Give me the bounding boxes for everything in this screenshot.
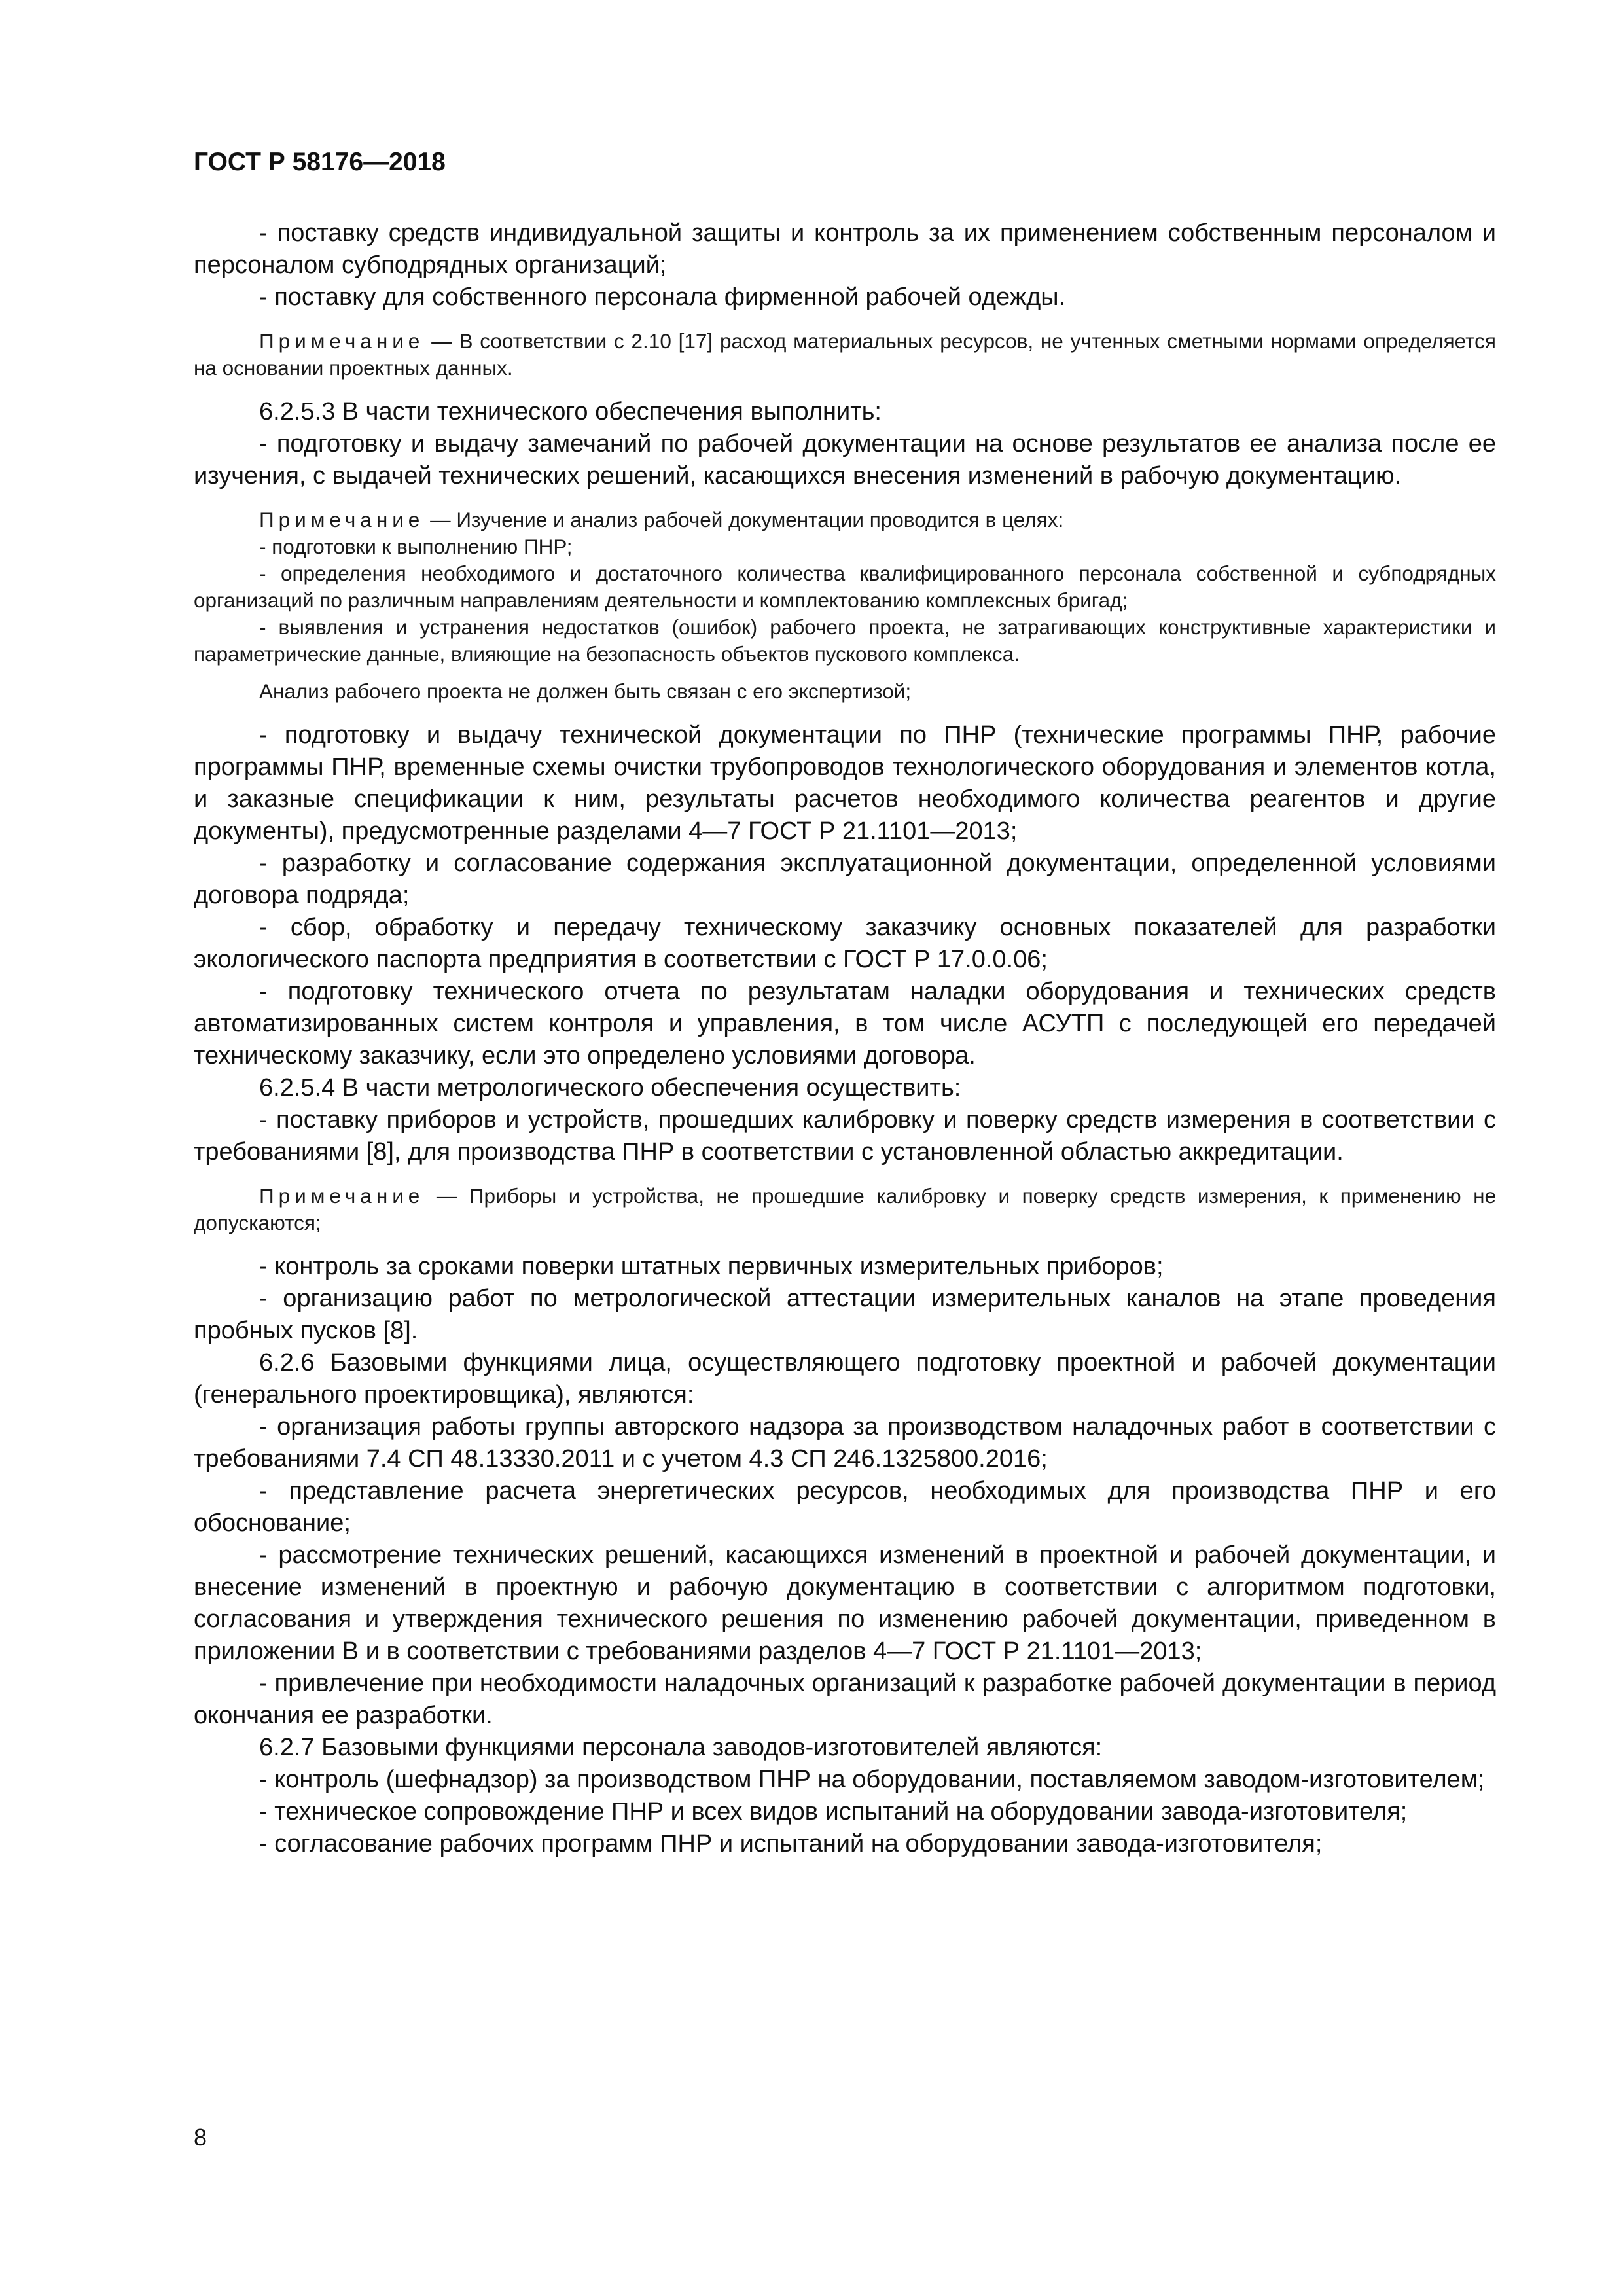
list-item: - представление расчета энергетических ресурсов, необходимых для производства ПНР и его обоснование; bbox=[194, 1477, 1496, 1537]
list-item: - согласование рабочих программ ПНР и испытаний на оборудовании завода-изготовителя; bbox=[259, 1830, 1323, 1857]
document-header: ГОСТ Р 58176—2018 bbox=[194, 148, 446, 176]
list-item: - разработку и согласование содержания эксплуатационной документации, определенной условиями договора подряда; bbox=[194, 850, 1496, 909]
list-item: - подготовку и выдачу замечаний по рабочей документации на основе результатов ее анализа после ее изучения, с выдачей технических решений, касающихся внесения изменений в рабочую документацию. bbox=[194, 430, 1496, 490]
note-item: - определения необходимого и достаточного количества квалифицированного персонала собственной и субподрядных организаций по различным направлениям деятельности и комплектованию комплексных бригад; bbox=[194, 562, 1496, 612]
note-item: - подготовки к выполнению ПНР; bbox=[259, 535, 573, 558]
note-text: — Изучение и анализ рабочей документации проводится в целях: bbox=[424, 508, 1064, 531]
list-item: - привлечение при необходимости наладочных организаций к разработке рабочей документации в период окончания ее разработки. bbox=[194, 1670, 1496, 1729]
note-item: Анализ рабочего проекта не должен быть связан с его экспертизой; bbox=[259, 679, 912, 703]
list-item: - сбор, обработку и передачу техническому заказчику основных показателей для разработки экологического паспорта предприятия в соответствии с ГОСТ Р 17.0.0.06; bbox=[194, 914, 1496, 973]
section-clause: 6.2.5.4 В части метрологического обеспечения осуществить: bbox=[259, 1074, 961, 1102]
list-item: - подготовку и выдачу технической документации по ПНР (технические программы ПНР, рабочие программы ПНР, временные схемы очистки трубопроводов технологического оборудования и элементов котла, и заказные спецификации к ним, результаты расчетов необходимого количества реагентов и другие документы), предусмотренные разделами 4—7 ГОСТ Р 21.1101—2013; bbox=[194, 721, 1496, 845]
note-label: Примечание bbox=[259, 329, 425, 353]
list-item: - поставку приборов и устройств, прошедших калибровку и поверку средств измерения в соответствии с требованиями [8], для производства ПНР в соответствии с установленной областью аккредитации. bbox=[194, 1106, 1496, 1166]
note bbox=[194, 507, 1496, 533]
list-item: - подготовку технического отчета по результатам наладки оборудования и технических средств автоматизированных систем контроля и управления, в том числе АСУТП с последующей его передачей техническому заказчику, если это определено условиями договора. bbox=[194, 978, 1496, 1069]
document-body bbox=[194, 217, 1496, 1860]
note-text: — В соответствии с 2.10 [17] расход материальных ресурсов, не учтенных сметными нормами определяется на основании проектных данных. bbox=[194, 329, 1496, 380]
list-item: - поставку средств индивидуальной защиты и контроль за их применением собственным персоналом и персоналом субподрядных организаций; bbox=[194, 219, 1496, 279]
note bbox=[194, 1183, 1496, 1236]
section-clause: 6.2.5.3 В части технического обеспечения выполнить: bbox=[259, 398, 882, 425]
list-item: - поставку для собственного персонала фирменной рабочей одежды. bbox=[259, 283, 1066, 311]
note-label: Примечание bbox=[259, 1184, 425, 1208]
section-clause: 6.2.7 Базовыми функциями персонала заводов-изготовителей являются: bbox=[259, 1734, 1103, 1761]
list-item: - рассмотрение технических решений, касающихся изменений в проектной и рабочей документации, и внесение изменений в проектную и рабочую документацию в соответствии с алгоритмом подготовки, согласования и утверждения технического решения по изменению рабочей документации, приведенном в приложении В и в соответствии с требованиями разделов 4—7 ГОСТ Р 21.1101—2013; bbox=[194, 1541, 1496, 1665]
list-item: - организацию работ по метрологической аттестации измерительных каналов на этапе проведения пробных пусков [8]. bbox=[194, 1285, 1496, 1344]
list-item: - контроль (шефнадзор) за производством ПНР на оборудовании, поставляемом заводом-изготовителем; bbox=[259, 1766, 1485, 1793]
note-item: - выявления и устранения недостатков (ошибок) рабочего проекта, не затрагивающих конструктивные характеристики и параметрические данные, влияющие на безопасность объектов пускового комплекса. bbox=[194, 615, 1496, 666]
note-label: Примечание bbox=[259, 508, 425, 531]
list-item: - техническое сопровождение ПНР и всех видов испытаний на оборудовании завода-изготовителя; bbox=[259, 1798, 1408, 1825]
note bbox=[194, 328, 1496, 382]
page-number: 8 bbox=[194, 2124, 207, 2151]
list-item: - контроль за сроками поверки штатных первичных измерительных приборов; bbox=[259, 1253, 1164, 1280]
note-text: — Приборы и устройства, не прошедшие калибровку и поверку средств измерения, к применению не допускаются; bbox=[194, 1184, 1496, 1234]
list-item: - организация работы группы авторского надзора за производством наладочных работ в соответствии с требованиями 7.4 СП 48.13330.2011 и с учетом 4.3 СП 246.1325800.2016; bbox=[194, 1413, 1496, 1473]
section-clause: 6.2.6 Базовыми функциями лица, осуществляющего подготовку проектной и рабочей документации (генерального проектировщика), являются: bbox=[194, 1349, 1496, 1408]
